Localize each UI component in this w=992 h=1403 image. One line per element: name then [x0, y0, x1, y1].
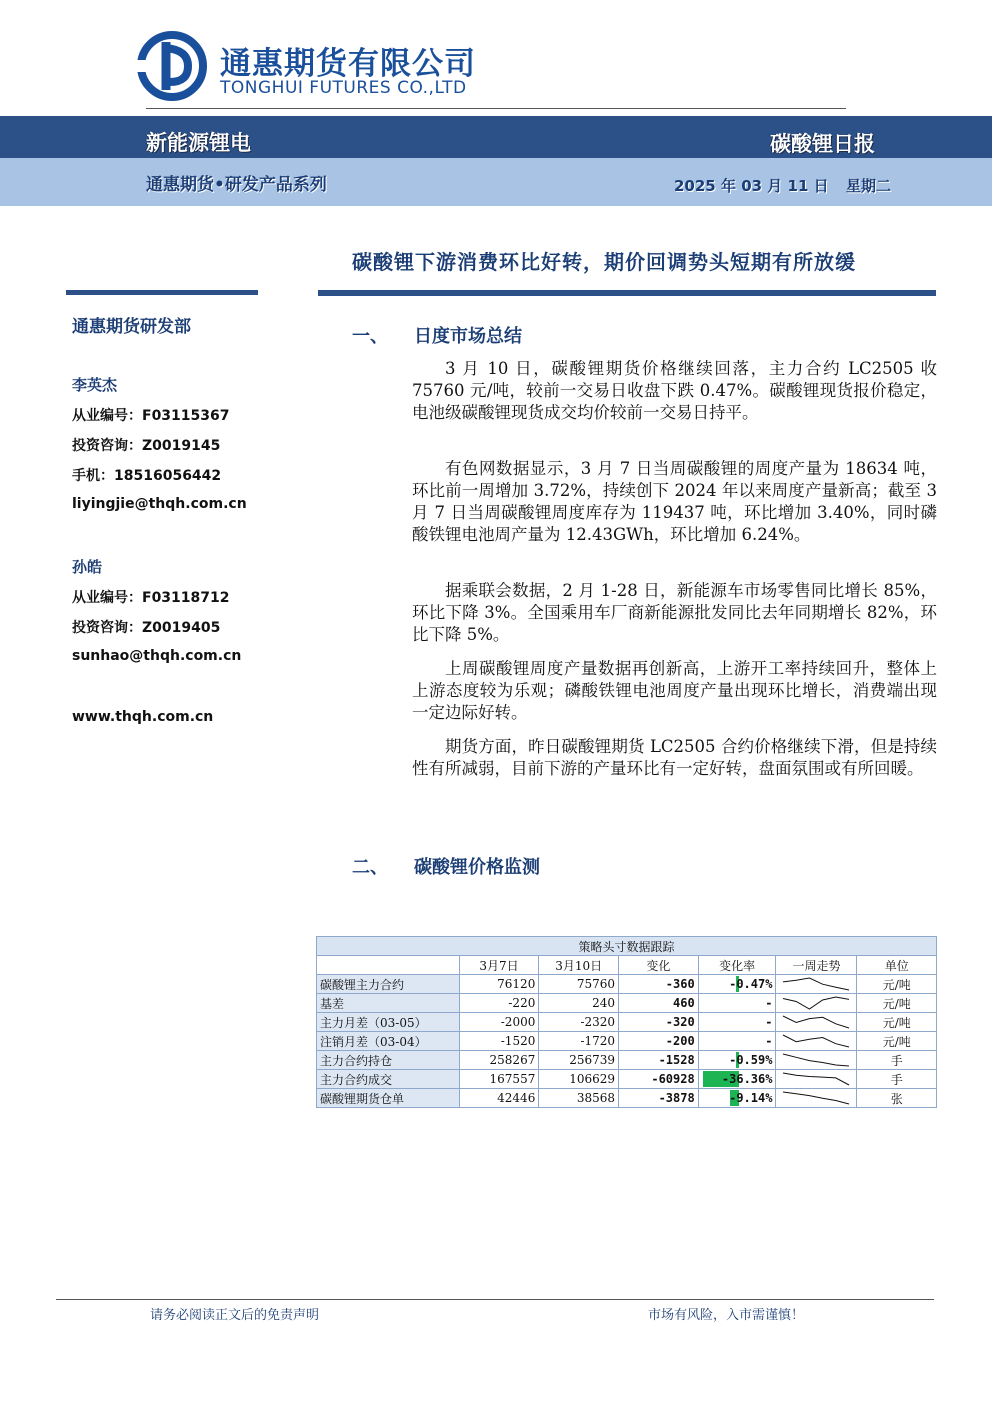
section-title: 碳酸锂价格监测 [414, 857, 540, 878]
change-rate-text: -0.47% [729, 977, 773, 991]
row-name: 主力合约成交 [317, 1070, 460, 1089]
company-logo-icon [136, 30, 208, 102]
column-header: 变化 [619, 956, 699, 975]
risk-warning: 市场有风险，入市需谨慎！ [648, 1308, 805, 1323]
report-date: 2025 年 03 月 11 日 [674, 177, 829, 195]
trend-line [783, 1054, 849, 1066]
unit: 元/吨 [857, 1032, 937, 1051]
prev-value: 258267 [459, 1051, 539, 1070]
analyst-email[interactable]: sunhao@thqh.com.cn [72, 648, 242, 664]
change-value: 460 [619, 994, 699, 1013]
trend-sparkline [779, 1052, 853, 1068]
weekly-trend [776, 1089, 857, 1108]
trend-line [783, 1092, 849, 1104]
column-header: 3月10日 [539, 956, 619, 975]
page-title: 碳酸锂下游消费环比好转，期价回调势头短期有所放缓 [352, 250, 856, 274]
table-row [317, 1070, 937, 1089]
unit: 元/吨 [857, 994, 937, 1013]
column-header: 3月7日 [459, 956, 539, 975]
unit: 元/吨 [857, 1013, 937, 1032]
trend-line [783, 1073, 849, 1085]
report-weekday: 星期二 [846, 177, 892, 195]
weekly-trend [776, 1051, 857, 1070]
paragraph: 上周碳酸锂周度产量数据再创新高，上游开工率持续回升，整体上上游态度较为乐观；磷酸铁锂电池周度产量出现环比增长，消费端出现一定边际好转。 [412, 659, 937, 722]
unit: 手 [857, 1070, 937, 1089]
table-row [317, 975, 937, 994]
change-value: -1528 [619, 1051, 699, 1070]
row-name: 主力月差（03-05） [317, 1013, 460, 1032]
row-name: 碳酸锂主力合约 [317, 975, 460, 994]
category-title: 新能源锂电 [146, 131, 251, 155]
change-rate [698, 1013, 776, 1032]
change-value: -200 [619, 1032, 699, 1051]
section-number: 二、 [352, 857, 388, 878]
paragraph: 据乘联会数据，2 月 1-28 日，新能源车市场零售同比增长 85%，环比下降 3%。全国乘用车厂商新能源批发同比去年同期增长 82%，环比下降 5%。 [412, 581, 937, 644]
change-rate [698, 1032, 776, 1051]
row-name: 主力合约持仓 [317, 1051, 460, 1070]
change-value: -320 [619, 1013, 699, 1032]
curr-value: 240 [539, 994, 619, 1013]
change-rate [698, 1070, 776, 1089]
table-caption: 策略头寸数据跟踪 [317, 937, 937, 956]
analyst-email[interactable]: liyingjie@thqh.com.cn [72, 496, 247, 512]
table-row [317, 1032, 937, 1051]
row-name: 注销月差（03-04） [317, 1032, 460, 1051]
disclaimer-note: 请务必阅读正文后的免责声明 [150, 1308, 320, 1323]
prev-value: 76120 [459, 975, 539, 994]
analyst-cert: 从业编号：F03118712 [72, 590, 230, 606]
trend-sparkline [779, 1071, 853, 1087]
change-value: -3878 [619, 1089, 699, 1108]
column-header: 单位 [857, 956, 937, 975]
curr-value: -1720 [539, 1032, 619, 1051]
unit: 张 [857, 1089, 937, 1108]
change-rate [698, 1051, 776, 1070]
unit: 手 [857, 1051, 937, 1070]
prev-value: -220 [459, 994, 539, 1013]
column-header: 变化率 [698, 956, 776, 975]
change-rate-text: - [765, 996, 773, 1010]
prev-value: 42446 [459, 1089, 539, 1108]
unit: 元/吨 [857, 975, 937, 994]
prev-value: -1520 [459, 1032, 539, 1051]
weekly-trend [776, 975, 857, 994]
trend-sparkline [779, 976, 853, 992]
change-rate-text: -36.36% [721, 1072, 773, 1086]
trend-sparkline [779, 1033, 853, 1049]
prev-value: 167557 [459, 1070, 539, 1089]
paragraph: 3 月 10 日，碳酸锂期货价格继续回落，主力合约 LC2505 收 75760 元/吨，较前一交易日收盘下跌 0.47%。碳酸锂现货报价稳定，电池级碳酸锂现货成交均价较前一交易日持平。 [412, 359, 937, 422]
row-name: 碳酸锂期货仓单 [317, 1089, 460, 1108]
change-rate-text: - [765, 1015, 773, 1029]
change-rate-text: -0.59% [729, 1053, 773, 1067]
change-value: -360 [619, 975, 699, 994]
column-header: 一周走势 [776, 956, 857, 975]
analyst-invest-id: 投资咨询：Z0019405 [72, 620, 221, 636]
footer-divider [56, 1299, 934, 1300]
trend-line [783, 997, 849, 1009]
paragraph: 期货方面，昨日碳酸锂期货 LC2505 合约价格继续下滑，但是持续性有所减弱，目前下游的产量环比有一定好转，盘面氛围或有所回暖。 [412, 737, 937, 778]
weekly-trend [776, 1032, 857, 1051]
department-name: 通惠期货研发部 [72, 317, 191, 337]
trend-line [783, 978, 849, 990]
analyst-name: 李英杰 [72, 376, 118, 394]
analyst-phone: 手机：18516056442 [72, 468, 222, 484]
curr-value: -2320 [539, 1013, 619, 1032]
weekly-trend [776, 994, 857, 1013]
change-value: -60928 [619, 1070, 699, 1089]
report-type-title: 碳酸锂日报 [770, 132, 875, 156]
weekly-trend [776, 1013, 857, 1032]
table-row [317, 1051, 937, 1070]
column-header [317, 956, 460, 975]
analyst-cert: 从业编号：F03115367 [72, 408, 230, 424]
analyst-name: 孙皓 [72, 558, 103, 576]
sidebar-divider [66, 290, 258, 295]
paragraph: 有色网数据显示，3 月 7 日当周碳酸锂的周度产量为 18634 吨，环比前一周增加 3.72%，持续创下 2024 年以来周度产量新高；截至 3 月 7 日当周碳酸锂周度库存为 119437 吨，环比增加 3.40%，同时磷酸铁锂电池周产量为 12.43GWh，环比增加 6.24%。 [412, 459, 937, 544]
section-number: 一、 [352, 326, 388, 347]
company-website-link[interactable]: www.thqh.com.cn [72, 709, 214, 725]
change-rate-text: -9.14% [729, 1091, 773, 1105]
change-rate [698, 1089, 776, 1108]
row-name: 基差 [317, 994, 460, 1013]
header-divider [146, 108, 846, 109]
trend-sparkline [779, 1014, 853, 1030]
trend-sparkline [779, 1090, 853, 1106]
change-rate [698, 975, 776, 994]
series-name: 通惠期货•研发产品系列 [146, 175, 327, 195]
trend-line [783, 1035, 849, 1047]
company-name-en: TONGHUI FUTURES CO.,LTD [220, 78, 467, 98]
trend-line [783, 1016, 849, 1028]
table-header-row [317, 956, 937, 975]
weekly-trend [776, 1070, 857, 1089]
curr-value: 256739 [539, 1051, 619, 1070]
table-row [317, 994, 937, 1013]
analyst-invest-id: 投资咨询：Z0019145 [72, 438, 221, 454]
change-rate-text: - [765, 1034, 773, 1048]
curr-value: 38568 [539, 1089, 619, 1108]
company-name-cn: 通惠期货有限公司 [220, 46, 476, 82]
curr-value: 106629 [539, 1070, 619, 1089]
table-row [317, 1013, 937, 1032]
prev-value: -2000 [459, 1013, 539, 1032]
headline-divider [318, 290, 936, 296]
curr-value: 75760 [539, 975, 619, 994]
section-title: 日度市场总结 [414, 326, 522, 347]
table-row [317, 1089, 937, 1108]
price-monitor-table [316, 936, 937, 1108]
change-rate [698, 994, 776, 1013]
trend-sparkline [779, 995, 853, 1011]
